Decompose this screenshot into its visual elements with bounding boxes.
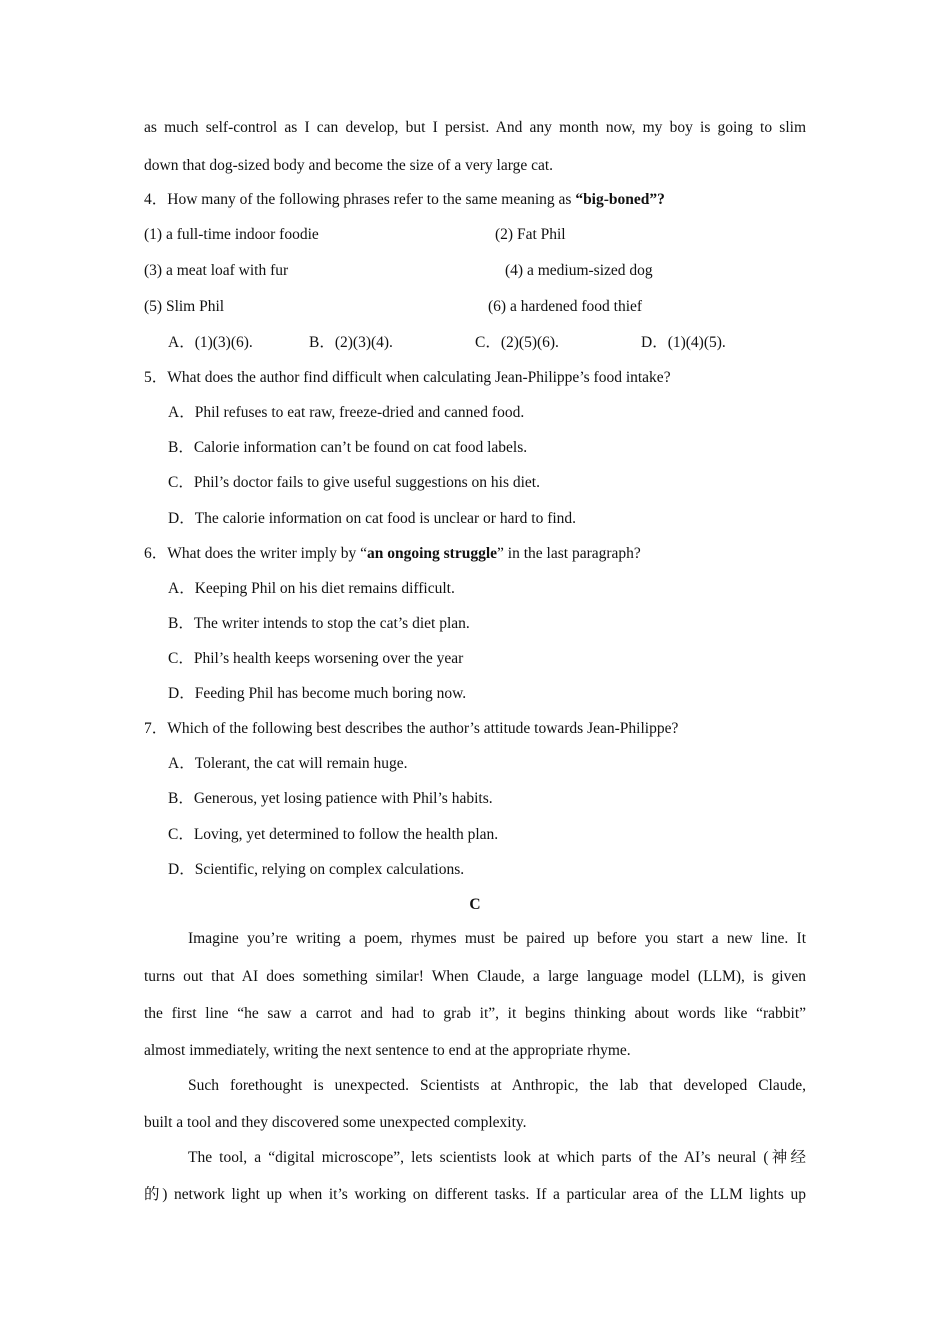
question-4-stem	[144, 190, 665, 210]
question-7-option-c: C．Loving, yet determined to follow the health plan.	[168, 826, 499, 843]
question-6-option-c: C．Phil’s health keeps worsening over the year	[168, 650, 464, 667]
question-4-phrase-2: (2) Fat Phil	[495, 226, 566, 243]
passage-c-heading: C	[469, 896, 481, 913]
question-7-option-a: A．Tolerant, the cat will remain huge.	[168, 755, 408, 772]
question-4-phrase-3: (3) a meat loaf with fur	[144, 262, 289, 279]
passage-c-p1-line-1: Imagine you’re writing a poem, rhymes must be paired up before you start a new line. It	[188, 930, 806, 947]
question-4-phrase-4: (4) a medium-sized dog	[505, 262, 653, 279]
question-4-option-b: B．(2)(3)(4).	[309, 334, 393, 351]
question-4-phrase-1: (1) a full-time indoor foodie	[144, 226, 319, 243]
passage-c-p2-line-2: built a tool and they discovered some unexpected complexity.	[144, 1114, 527, 1131]
question-5-option-c: C．Phil’s doctor fails to give useful suggestions on his diet.	[168, 474, 540, 491]
question-5-stem: 5．What does the author find difficult when calculating Jean-Philippe’s food intake?	[144, 369, 671, 386]
question-7-option-d: D．Scientific, relying on complex calculations.	[168, 861, 465, 878]
question-6-option-d: D．Feeding Phil has become much boring now.	[168, 685, 467, 702]
question-7-stem: 7．Which of the following best describes the author’s attitude towards Jean-Philippe?	[144, 720, 679, 737]
passage-c-p1-line-2: turns out that AI does something similar! When Claude, a large language model (LLM), is given	[144, 968, 806, 985]
passage-c-p2-line-1: Such forethought is unexpected. Scientists at Anthropic, the lab that developed Claude,	[188, 1077, 806, 1094]
passage-c-p1-line-3: the first line “he saw a carrot and had to grab it”, it begins thinking about words like “rabbit”	[144, 1005, 806, 1022]
passage-b-line-2: down that dog-sized body and become the size of a very large cat.	[144, 157, 554, 174]
passage-c-p1-line-4: almost immediately, writing the next sentence to end at the appropriate rhyme.	[144, 1042, 631, 1059]
question-5-option-b: B．Calorie information can’t be found on cat food labels.	[168, 439, 528, 456]
question-4-phrase-5: (5) Slim Phil	[144, 298, 225, 315]
question-4-stem-bold: “big-boned”?	[575, 191, 665, 208]
question-4-stem-text: 4．How many of the following phrases refer to the same meaning as	[144, 191, 576, 208]
passage-c-p3-line-2: 的) network light up when it’s working on different tasks. If a particular area of the LLM lights up	[144, 1186, 806, 1203]
question-6-stem	[144, 544, 641, 564]
question-4-option-c: C．(2)(5)(6).	[475, 334, 559, 351]
question-5-option-d: D．The calorie information on cat food is unclear or hard to find.	[168, 510, 577, 527]
question-6-stem-post: ” in the last paragraph?	[497, 545, 641, 562]
question-7-option-b: B．Generous, yet losing patience with Phil’s habits.	[168, 790, 493, 807]
question-6-stem-bold: an ongoing struggle	[366, 545, 498, 562]
question-4-option-a: A．(1)(3)(6).	[168, 334, 253, 351]
question-6-stem-pre: 6．What does the writer imply by “	[144, 545, 367, 562]
passage-b-line-1: as much self-control as I can develop, but I persist. And any month now, my boy is going to slim	[144, 119, 806, 136]
question-4-phrase-6: (6) a hardened food thief	[488, 298, 643, 315]
question-6-option-a: A．Keeping Phil on his diet remains difficult.	[168, 580, 455, 597]
question-4-option-d: D．(1)(4)(5).	[641, 334, 726, 351]
question-5-option-a: A．Phil refuses to eat raw, freeze-dried and canned food.	[168, 404, 525, 421]
question-6-option-b: B．The writer intends to stop the cat’s diet plan.	[168, 615, 470, 632]
passage-c-p3-line-1: The tool, a “digital microscope”, lets scientists look at which parts of the AI’s neural (神经	[188, 1149, 806, 1166]
